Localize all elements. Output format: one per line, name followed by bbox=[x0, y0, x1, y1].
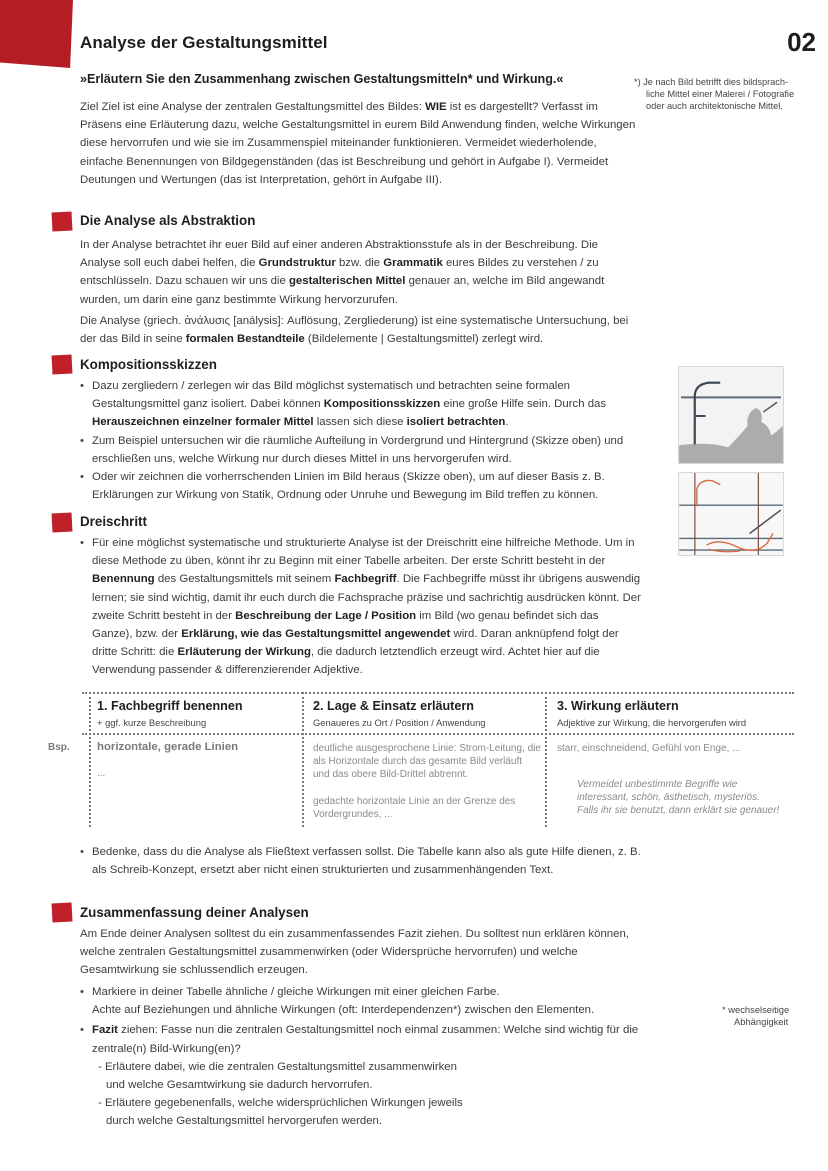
text: ziehen: Fasse nun die zentralen Gestaltungsmittel noch einmal zusammen: Welche sind wichtig für die zentrale(n) Bild-Wirkung(en)? bbox=[92, 1024, 639, 1055]
text: . Die Fachbegriffe müsst ihr übrigens auswendig lernen; sie sind wichtig, damit ihr euch durch die Fachsprache präzise und sachrichtig ausdrücken könnt. Der zweite Schritt besteht in der bbox=[92, 573, 641, 622]
column-header-3: 3. Wirkung erläutern bbox=[557, 699, 679, 713]
sketches-bullet-list bbox=[80, 377, 645, 504]
section-title-summary: Zusammenfassung deiner Analysen bbox=[80, 905, 309, 920]
text: Die Analyse (griech. ἀνάλυσις [análysis]: Auflösung, Zergliederung) ist eine systematische Untersuchung, bei der das Bild in seine bbox=[80, 315, 629, 346]
text: lassen sich diese bbox=[313, 416, 407, 429]
footnote-line: * wechselseitige bbox=[722, 1004, 790, 1015]
side-note bbox=[634, 76, 824, 112]
section-title-abstraction: Die Analyse als Abstraktion bbox=[80, 213, 256, 228]
text: eures Bildes zu verstehen / zu entschlüsseln. Dazu schauen wir uns die bbox=[80, 257, 599, 288]
summary-intro: Am Ende deiner Analysen solltest du ein zusammenfassendes Fazit ziehen. Du solltest nun erklären können, welche zentralen Gestaltungsmittel zusammenwirken (oder Widersprüche hervorrufen) und welche Gesamtwirkung sie schlussendlich erzeugen. bbox=[80, 928, 629, 977]
text: . bbox=[505, 416, 509, 429]
side-note-line: *) Je nach Bild betrifft dies bildsprach- bbox=[634, 77, 789, 87]
intro-text: ist es dargestellt? Verfasst im Präsens eine Erläuterung dazu, welche Gestaltungsmittel in eurem Bild Anwendung finden, welche Wirkungen diese hervorrufen und wie sie im Zusammenspiel miteinander funktionieren. Vermeidet wiederholende, einfache Benennungen von Bildgegenständen (das ist Beschreibung und gehört in Aufgabe I). Vermeidet Deutungen und Wertungen (das ist Interpretation, gehört in Aufgabe III). bbox=[80, 101, 636, 186]
emphasis: Fachbegriff bbox=[334, 573, 397, 586]
threestep-bullet-list bbox=[80, 534, 642, 680]
footnote bbox=[722, 1004, 789, 1028]
section-title-threestep: Dreischritt bbox=[80, 514, 147, 529]
emphasis: Beschreibung der Lage / Position bbox=[235, 609, 417, 622]
composition-sketch-space-image bbox=[678, 366, 784, 464]
list-item bbox=[80, 1021, 670, 1130]
emphasis: Kompositionsskizzen bbox=[323, 398, 441, 411]
abstraction-paragraph-1 bbox=[80, 236, 632, 309]
sub-item bbox=[92, 1058, 670, 1131]
footnote-line: Abhängigkeit bbox=[734, 1016, 789, 1027]
text: durch welche Gestaltungsmittel hervorgerufen werden. bbox=[106, 1115, 383, 1128]
emphasis: gestalterischen Mittel bbox=[288, 275, 406, 288]
column-subheader-2: Genaueres zu Ort / Position / Anwendung bbox=[313, 717, 486, 728]
hint-line: Falls ihr sie benutzt, dann erklärt sie genauer! bbox=[577, 805, 780, 816]
section-marker bbox=[52, 211, 73, 231]
after-table-list bbox=[80, 843, 650, 879]
list-item bbox=[80, 534, 642, 680]
text: (Bildelemente | Gestaltungsmittel) zerlegt wird. bbox=[304, 333, 544, 346]
table-cell: horizontale, gerade Linien bbox=[97, 741, 239, 753]
text: genauer an, welche im Bild angewandt wurden, um darin eine ganz bestimmte Wirkung hervorzurufen. bbox=[80, 275, 605, 306]
example-label: Bsp. bbox=[48, 742, 70, 753]
table-header-border bbox=[82, 733, 794, 735]
side-note-line: liche Mittel einer Malerei / Fotografie bbox=[646, 89, 795, 99]
text: bzw. die bbox=[335, 257, 384, 270]
text: - Erläutere dabei, wie die zentralen Gestaltungsmittel zusammenwirken bbox=[98, 1060, 457, 1073]
emphasis: isoliert betrachten bbox=[406, 416, 506, 429]
section-marker bbox=[52, 902, 73, 922]
text: des Gestaltungsmittels mit seinem bbox=[154, 573, 335, 586]
summary-bullet-list bbox=[80, 983, 670, 1131]
section-marker bbox=[52, 512, 73, 532]
list-item: • Bedenke, dass du die Analyse als Fließtext verfassen sollst. Die Tabelle kann also als gute Hilfe dienen, z. B. als Schreib-Konzept, ersetzt aber nicht einen strukturierten und zusammenhängenden Text. bbox=[80, 843, 650, 879]
emphasis: Grundstruktur bbox=[258, 257, 336, 270]
composition-sketch-lines-image bbox=[678, 472, 784, 556]
table-top-border bbox=[82, 692, 794, 694]
intro-emphasis: WIE bbox=[425, 101, 447, 113]
emphasis: Erklärung, wie das Gestaltungsmittel angewendet bbox=[181, 628, 451, 641]
table-cell: gedachte horizontale Linie an der Grenze des Vordergrundes, ... bbox=[313, 796, 516, 820]
text: Für eine möglichst systematische und strukturierte Analyse ist der Dreischritt eine hilfreiche Methode. Um in diese Methode zu üben, könnt ihr zu Beginn mit einer Tabelle arbeiten. Der erste Schritt besteht in der bbox=[92, 537, 635, 568]
list-item bbox=[80, 983, 670, 1019]
hint-line: Vermeidet unbestimmte Begriffe wie bbox=[577, 779, 738, 790]
column-subheader-1: + ggf. kurze Beschreibung bbox=[97, 717, 207, 728]
column-subheader-3: Adjektive zur Wirkung, die hervorgerufen wird bbox=[557, 717, 747, 728]
section-marker bbox=[52, 354, 73, 374]
page-number: 02 bbox=[787, 27, 816, 57]
section-title-sketches: Kompositionsskizzen bbox=[80, 357, 217, 372]
emphasis: Herauszeichnen einzelner formaler Mittel bbox=[92, 416, 314, 429]
emphasis: Erläuterung der Wirkung bbox=[177, 646, 311, 659]
text: Achte auf Beziehungen und ähnliche Wirkungen (oft: Interdependenzen*) zwischen den Elementen. bbox=[92, 1004, 595, 1017]
text: und welche Gesamtwirkung sie dadurch hervorrufen. bbox=[106, 1079, 373, 1092]
list-item bbox=[80, 377, 645, 432]
emphasis: formalen Bestandteile bbox=[185, 333, 305, 346]
emphasis: Fazit bbox=[92, 1024, 118, 1037]
emphasis: Benennung bbox=[92, 573, 155, 586]
table-hint bbox=[577, 778, 779, 817]
intro-paragraph bbox=[80, 98, 642, 189]
column-header-2: 2. Lage & Einsatz erläutern bbox=[313, 699, 474, 713]
text: - Erläutere gegebenenfalls, welche widersprüchlichen Wirkungen jeweils bbox=[98, 1097, 463, 1110]
hint-line: interessant, schön, ästhetisch, mysteriös. bbox=[577, 792, 760, 803]
task-quote: »Erläutern Sie den Zusammenhang zwischen Gestaltungsmitteln* und Wirkung.« bbox=[80, 72, 564, 86]
list-item: • Zum Beispiel untersuchen wir die räumliche Aufteilung in Vordergrund und Hintergrund (Skizze oben) und erschließen uns, welche Wirkung nur durch dieses Mittel in uns hervorgerufen wird. bbox=[80, 432, 645, 468]
corner-accent-mark bbox=[0, 0, 73, 68]
text: eine große Hilfe sein. Durch das bbox=[440, 398, 607, 411]
text: In der Analyse betrachtet ihr euer Bild auf einer anderen Abstraktionsstufe als in der Beschreibung. Die Analyse soll euch dabei helfen, die bbox=[80, 239, 598, 270]
intro-text: Ziel Ziel ist eine Analyse der zentralen Gestaltungsmittel des Bildes: bbox=[80, 101, 426, 113]
text: im Bild (wo genau befindet sich das Ganze), bzw. der bbox=[92, 609, 599, 641]
table-col-divider bbox=[302, 692, 304, 827]
abstraction-paragraph-2 bbox=[80, 312, 636, 348]
column-header-1: 1. Fachbegriff benennen bbox=[97, 699, 243, 713]
text: wird. Daran anknüpfend folgt der dritte Schritt: die bbox=[92, 628, 619, 659]
list-item: • Oder wir zeichnen die vorherrschenden Linien im Bild heraus (Skizze oben), um auf dieser Basis z. B. Erklärungen zur Wirkung von Statik, Ordnung oder Unruhe und Bewegung im Bild treffen zu können. bbox=[80, 468, 645, 504]
table-cell: starr, einschneidend, Gefühl von Enge, ... bbox=[557, 743, 741, 754]
table-col-divider bbox=[545, 692, 547, 827]
emphasis: Grammatik bbox=[383, 257, 443, 270]
side-note-line: oder auch architektonische Mittel. bbox=[646, 101, 783, 111]
text: • Markiere in deiner Tabelle ähnliche / gleiche Wirkungen mit einer gleichen Farbe. bbox=[92, 986, 500, 998]
page-title: Analyse der Gestaltungsmittel bbox=[80, 33, 328, 52]
table-cell: ... bbox=[97, 768, 106, 779]
text: , die dadurch letztendlich erzeugt wird. Achtet hier auf die Verwendung passender & differenzierender Adjektive. bbox=[92, 646, 600, 677]
table-cell: deutliche ausgesprochene Linie: Strom-Leitung, die als Horizontale durch das gesamte Bild verläuft und das obere Bild-Drittel abtrennt. bbox=[313, 743, 541, 780]
table-col-divider bbox=[89, 692, 91, 827]
text: Dazu zergliedern / zerlegen wir das Bild möglichst systematisch und betrachten seine formalen Gestaltungsmittel ganz isoliert. Dabei können bbox=[92, 380, 571, 411]
